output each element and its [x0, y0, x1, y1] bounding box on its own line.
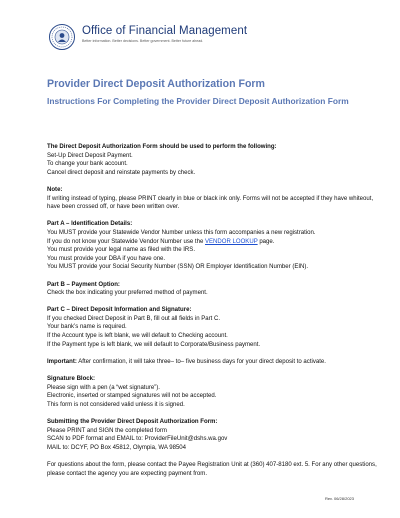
note-section [47, 186, 387, 212]
vendor-lookup-link[interactable]: VENDOR LOOKUP [204, 238, 258, 245]
part-a-line: You MUST provide your Social Security Number (SSN) OR Employer Identification Number (EIN). [47, 264, 309, 271]
organization-name: Office of Financial Management [82, 25, 248, 37]
part-a-line: You must provide your legal name as filed with the IRS. [47, 247, 196, 254]
submitting-line: Please PRINT and SIGN the completed form [47, 427, 167, 434]
part-b-text: Check the box indicating your preferred method of payment. [47, 290, 208, 297]
intro-line: To change your bank account. [47, 161, 128, 168]
signature-heading: Signature Block: [47, 376, 96, 383]
revision-date: Rev. 06/28/2023 [324, 496, 354, 501]
part-a-line-text: page. [257, 238, 275, 245]
document-subtitle: Instructions For Completing the Provider Direct Deposit Authorization Form [47, 96, 349, 106]
part-a-line: You MUST provide your Statewide Vendor Number unless this form accompanies a new registration. [47, 229, 316, 236]
organization-tagline: Better information. Better decisions. Better government. Better future ahead. [82, 39, 204, 43]
intro-section [47, 143, 387, 177]
submitting-line: MAIL to: DCYF, PO Box 45812, Olympia, WA 98504 [47, 444, 187, 451]
important-text: After confirmation, it will take three– to– five business days for your direct deposit to activate. [76, 358, 326, 365]
part-a-section [47, 220, 387, 272]
part-c-section [47, 306, 387, 349]
part-b-heading: Part B – Payment Option: [47, 281, 120, 288]
signature-line: Electronic, inserted or stamped signatures will not be accepted. [47, 393, 217, 400]
note-heading: Note: [47, 186, 63, 193]
page-header [48, 23, 348, 51]
part-a-line [47, 238, 387, 247]
intro-line: Cancel direct deposit and reinstate payments by check. [47, 169, 196, 176]
questions-text: For questions about the form, please contact the Payee Registration Unit at (360) 407-8180 ext. 5. For any other questions, please contact the agency you are expecting payment from. [47, 461, 377, 477]
submitting-heading: Submitting the Provider Direct Deposit Authorization Form: [47, 419, 218, 425]
note-text: If writing instead of typing, please PRINT clearly in blue or black ink only. Forms will not be accepted if they have whiteout, have been crossed off, or have been written over. [47, 195, 374, 211]
intro-line: Set-Up Direct Deposit Payment. [47, 152, 133, 159]
submitting-section [47, 418, 387, 452]
part-a-heading: Part A – Identification Details: [47, 221, 133, 228]
important-label: Important: [47, 358, 77, 365]
part-a-line-text: If you do not know your Statewide Vendor Number use the [47, 238, 205, 245]
document-title: Provider Direct Deposit Authorization Form [47, 78, 265, 90]
part-c-line: Your bank’s name is required. [47, 324, 127, 331]
part-c-line: If the Account type is left blank, we will default to Checking account. [47, 333, 228, 340]
title-block [47, 77, 387, 107]
important-section [47, 358, 387, 367]
intro-heading: The Direct Deposit Authorization Form should be used to perform the following: [47, 144, 277, 150]
part-a-line: You must provide your DBA if you have one. [47, 255, 166, 262]
part-b-section [47, 281, 387, 298]
part-c-line: If you checked Direct Deposit in Part B, fill out all fields in Part C. [47, 315, 221, 322]
submitting-line: SCAN to PDF format and EMAIL to: ProviderFileUnit@dshs.wa.gov [47, 436, 228, 443]
washington-state-seal-icon [48, 23, 78, 51]
part-c-heading: Part C – Direct Deposit Information and Signature: [47, 307, 192, 314]
signature-section [47, 375, 387, 409]
instructions-body [47, 143, 387, 487]
signature-line: Please sign with a pen (a “wet signature”). [47, 384, 160, 391]
signature-line: This form is not considered valid unless it is signed. [47, 401, 185, 408]
part-c-line: If the Payment type is left blank, we will default to Corporate/Business payment. [47, 341, 261, 348]
